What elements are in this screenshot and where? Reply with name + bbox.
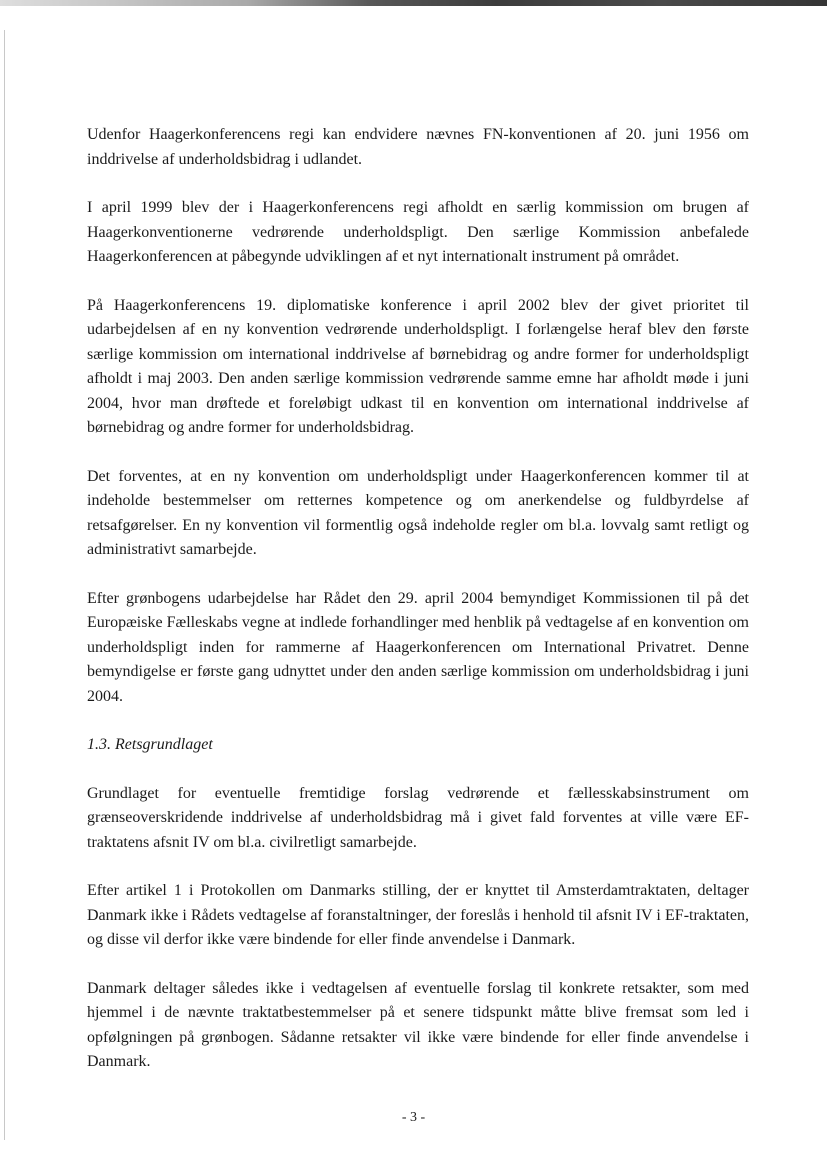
paragraph-6: Grundlaget for eventuelle fremtidige forslag vedrørende et fællesskabsinstrument om grænseoverskridende inddrivelse af underholdsbidrag må i givet fald forventes at ville være EF-traktatens afsnit IV om bl.a. civilretligt samarbejde.: [87, 784, 749, 851]
paragraph-1: Udenfor Haagerkonferencens regi kan endvidere nævnes FN-konventionen af 20. juni 1956 om inddrivelse af underholdsbidrag i udlandet.: [87, 126, 749, 168]
paragraph-7: Efter artikel 1 i Protokollen om Danmarks stilling, der er knyttet til Amsterdamtraktaten, deltager Danmark ikke i Rådets vedtagelse af foranstaltninger, der foreslås i henhold til afsnit IV i EF-traktaten, og disse vil derfor ikke være bindende for eller finde anvendelse i Danmark.: [87, 882, 749, 948]
paragraph-4: Det forventes, at en ny konvention om underholdspligt under Haagerkonferencen kommer til at indeholde bestemmelser om retternes kompetence og om anerkendelse og fuldbyrdelse af retsafgørelser. En ny konvention vil formentlig også indeholde regler om bl.a. lovvalg samt retligt og administrativt samarbejde.: [87, 467, 749, 558]
scan-edge-top: [0, 0, 827, 6]
paragraph-8: Danmark deltager således ikke i vedtagelsen af eventuelle forslag til konkrete retsakter, som med hjemmel i de nævnte traktatbestemmelser på et senere tidspunkt måtte blive fremsat som led i opfølgningen på grønbogen. Sådanne retsakter vil ikke være bindende for eller finde anvendelse i Danmark.: [87, 979, 749, 1070]
section-heading: 1.3. Retsgrundlaget: [87, 736, 213, 753]
scan-edge-left: [4, 30, 5, 1140]
page-number: - 3 -: [401, 1110, 426, 1125]
paragraph-2: I april 1999 blev der i Haagerkonferencens regi afholdt en særlig kommission om brugen af Haagerkonventionerne vedrørende underholdspligt. Den særlige Kommission anbefalede Haagerkonferencen at påbegynde udviklingen af et nyt internationalt instrument på området.: [87, 199, 749, 265]
paragraph-3: På Haagerkonferencens 19. diplomatiske konference i april 2002 blev der givet prioritet til udarbejdelsen af en ny konvention vedrørende underholdspligt. I forlængelse heraf blev den første særlige kommission om international inddrivelse af børnebidrag og andre former for underholdspligt afholdt i maj 2003. Den anden særlige kommission vedrørende samme emne har afholdt møde i juni 2004, hvor man drøftede et foreløbigt udkast til en konvention om international inddrivelse af børnebidrag og andre former for underholdsbidrag.: [87, 296, 749, 436]
document-body: [87, 123, 749, 1075]
paragraph-5: Efter grønbogens udarbejdelse har Rådet den 29. april 2004 bemyndiget Kommissionen til på det Europæiske Fælleskabs vegne at indlede forhandlinger med henblik på vedtagelse af en konvention om underholdspligt inden for rammerne af Haagerkonferencen om International Privatret. Denne bemyndigelse er første gang udnyttet under den anden særlige kommission om underholdsbidrag i juni 2004.: [87, 589, 749, 705]
